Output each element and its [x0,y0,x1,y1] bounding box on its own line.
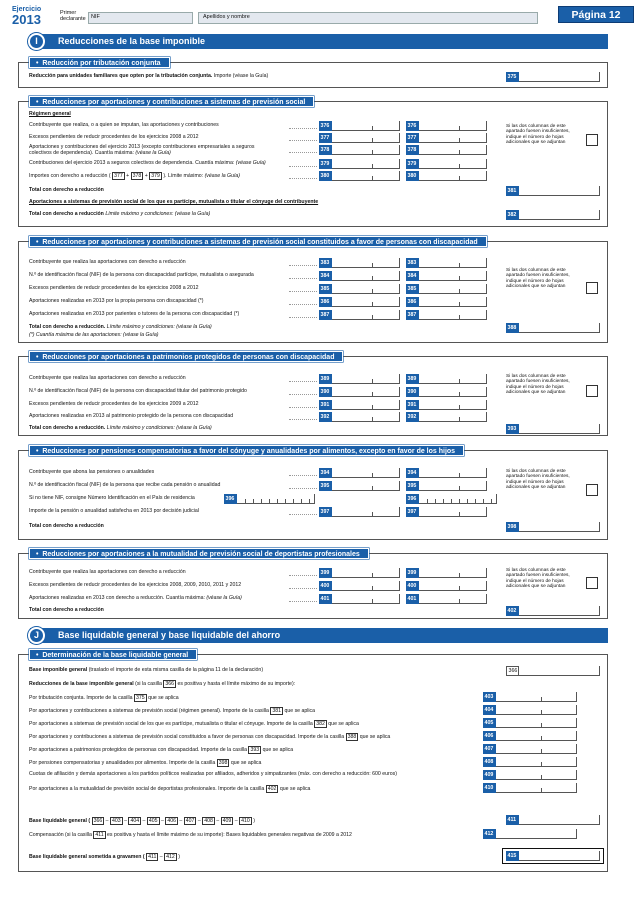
row-407: Por aportaciones a patrimonios protegidos de personas con discapacidad. Importe de la casilla 393 que se aplica [29,747,294,753]
side-note: Si las dos columnas de este apartado fuesen insuficientes, indique el número de hojas adicionales que se adjuntan [506,469,570,491]
field-404[interactable] [496,705,577,715]
box-411: 411 [506,815,519,825]
section-title: • Reducciones por pensiones compensatorias a favor del cónyuge y anualidades por alimentos, excepto en favor de los hijos [29,445,464,456]
section-patrimonios [18,356,608,436]
field-395-col2[interactable] [419,481,487,491]
field-402[interactable] [519,606,600,616]
field-394-col2[interactable] [419,468,487,478]
field-386-col2[interactable] [419,297,487,307]
row-411: Base liquidable general ( 366 – 403 – 404 – 405 – 406 – 407 – 408 – 409 – 410 ) [29,818,255,824]
leader-dots [289,317,317,318]
field-391-col1[interactable] [332,400,400,410]
field-394-col1[interactable] [332,468,400,478]
extra-sheets-box[interactable] [586,134,598,146]
ref-box: 382 [316,721,325,727]
field-379-col1[interactable] [332,159,400,169]
formula-box: 409 [222,818,232,824]
field-375[interactable] [519,72,600,82]
box-389-col2: 389 [406,374,419,384]
leader-dots [289,278,317,279]
row-400: Excesos pendientes de reducir procedentes de los ejercicios 2008, 2009, 2010, 2011 y 2012 [29,582,242,588]
ref-box: 393 [250,747,260,753]
field-411[interactable] [519,815,600,825]
row-384: N.º de identificación fiscal (NIF) de la persona con discapacidad partícipe, mutualista o asegurada [29,272,254,278]
box-380-col2: 380 [406,171,419,181]
field-383-col1[interactable] [332,258,400,268]
extra-sheets-box[interactable] [586,484,598,496]
field-387-col1[interactable] [332,310,400,320]
side-note: Si las dos columnas de este apartado fuesen insuficientes, indique el número de hojas adicionales que se adjuntan [506,568,570,590]
box-383-col2: 383 [406,258,419,268]
field-393[interactable] [519,424,600,434]
section-title: • Determinación de la base liquidable general [29,649,197,660]
field-391-col2[interactable] [419,400,487,410]
box-399-col2: 399 [406,568,419,578]
row-381: Total con derecho a reducción [29,187,104,193]
box-408: 408 [483,757,496,767]
box-398: 398 [506,522,519,532]
primer-declarante-label: Primer declarante [60,10,86,23]
box-382: 382 [506,210,519,220]
box-376-col2: 376 [406,121,419,131]
box-399-col1: 399 [319,568,332,578]
box-397-col2: 397 [406,507,419,517]
field-401-col1[interactable] [332,594,400,604]
section-title: • Reducciones por aportaciones y contribuciones a sistemas de previsión social [29,96,314,107]
box-406: 406 [483,731,496,741]
ref-box: 381 [272,708,282,714]
box-407: 407 [483,744,496,754]
leader-dots [289,178,317,179]
box-389-col1: 389 [319,374,332,384]
nif-field[interactable]: NIF [88,12,193,24]
field-398[interactable] [519,522,600,532]
formula-box: 411 [148,854,157,860]
row-380: Importes con derecho a reducción ( 377 + 378 + 379 ). Límite máximo: (véase la Guía) [29,173,241,179]
row-390: N.º de identificación fiscal (NIF) de la persona con discapacidad titular del patrimonio protegido [29,388,247,394]
leader-dots [289,140,317,141]
section-title: • Reducción por tributación conjunta [29,57,170,68]
row-410: Por aportaciones a la mutualidad de previsión social de deportistas profesionales. Importe de la casilla 402 que se aplica [29,786,311,792]
box-383-col1: 383 [319,258,332,268]
extra-sheets-box[interactable] [586,385,598,397]
field-379-col2[interactable] [419,159,487,169]
section-prevision-social [18,101,608,227]
formula-box: 403 [112,818,121,824]
box-404: 404 [483,705,496,715]
field-383-col2[interactable] [419,258,487,268]
row-415: Base liquidable general sometida a gravamen ( 411 – 412 ) [29,854,180,860]
extra-sheets-box[interactable] [586,577,598,589]
row-402: Total con derecho a reducción [29,607,104,613]
box-379-col1: 379 [319,159,332,169]
row-378a: Aportaciones y contribuciones del ejercicio 2013 (excepto contribuciones empresariales a seguros [29,144,255,150]
ref-box: 402 [267,786,277,792]
formula-box: 412 [166,854,175,860]
row-377: Excesos pendientes de reducir procedentes de los ejercicios 2008 a 2012 [29,134,199,140]
row-396: Si no tiene NIF, consigne Número Identificación en el País de residencia [29,495,195,501]
box-385-col2: 385 [406,284,419,294]
box-392-col1: 392 [319,412,332,422]
box-394-col2: 394 [406,468,419,478]
box-402: 402 [506,606,519,616]
field-396-col2[interactable] [419,494,497,504]
box-376-col1: 376 [319,121,332,131]
field-377-col1[interactable] [332,133,400,143]
row-412: Compensación (si la casilla 411 es positiva y hasta el límite máximo de su importe): Bases liquidables generales negativas de 2009 a 2012 [29,832,352,838]
section-tributacion-conjunta: • Reducción por tributación conjunta Reducción para unidades familiares que opten por la tributación conjunta. Importe (véase la Guía) 375 [18,62,608,88]
box-386-col1: 386 [319,297,332,307]
field-410[interactable] [496,783,577,793]
reducciones-label: Reducciones de la base imponible general (si la casilla 366 es positiva y hasta el límite máximo de su importe): [29,681,296,687]
row-391: Excesos pendientes de reducir procedentes de los ejercicios 2009 a 2012 [29,401,199,407]
box-396-col2: 396 [406,494,419,504]
section-title: • Reducciones por aportaciones a patrimonios protegidos de personas con discapacidad [29,351,343,362]
field-400-col1[interactable] [332,581,400,591]
formula-box: 405 [148,818,158,824]
field-392-col2[interactable] [419,412,487,422]
ejercicio-label: Ejercicio [12,6,42,13]
leader-dots [289,419,317,420]
box-412: 412 [483,829,496,839]
box-403: 403 [483,692,496,702]
field-397-col1[interactable] [332,507,400,517]
row-366: Base imponible general (traslado el importe de esta misma casilla de la página 11 de la declaración) [29,667,264,673]
formula-box: 366 [93,818,103,824]
footnote: (*) Cuantía máxima de las aportaciones: (véase la Guía) [29,332,159,338]
box-388: 388 [506,323,519,333]
box-377-col1: 377 [319,133,332,143]
field-366[interactable] [519,666,600,676]
box-387-col1: 387 [319,310,332,320]
field-376-col1[interactable] [332,121,400,131]
row-398: Total con derecho a reducción [29,523,104,529]
field-406[interactable] [496,731,577,741]
box-391-col2: 391 [406,400,419,410]
field-376-col2[interactable] [419,121,487,131]
field-384-col2[interactable] [419,271,487,281]
field-390-col1[interactable] [332,387,400,397]
page-number: Página 12 [558,6,634,23]
row-404: Por aportaciones y contribuciones a sistemas de previsión social (régimen general). Importe de la casilla 381 que se aplica [29,708,316,714]
row-405: Por aportaciones a sistemas de previsión social de los que es partícipe, mutualista o titular el cónyuge. Importe de la casilla 382 que se aplica [29,721,359,727]
row-399: Contribuyente que realiza las aportaciones con derecho a reducción [29,569,186,575]
formula-box: 406 [167,818,176,824]
row-376: Contribuyente que realiza, o a quien se imputan, las aportaciones y contribuciones [29,122,219,128]
box-401-col2: 401 [406,594,419,604]
box-386-col2: 386 [406,297,419,307]
box-391-col1: 391 [319,400,332,410]
row-388: Total con derecho a reducción. Límite máximo y condiciones: (véase la Guía) [29,324,212,330]
leader-dots [289,407,317,408]
box-397-col1: 397 [319,507,332,517]
leader-dots [289,394,317,395]
leader-dots [289,475,317,476]
box-378-col2: 378 [406,145,419,155]
box-385-col1: 385 [319,284,332,294]
section-deportistas [18,553,608,619]
box-395-col1: 395 [319,481,332,491]
section-title: • Reducciones por aportaciones y contribuciones a sistemas de previsión social constituidos a favor de personas con discapacidad [29,236,487,247]
leader-dots [289,265,317,266]
box-390-col2: 390 [406,387,419,397]
box-379-col2: 379 [406,159,419,169]
leader-dots [289,381,317,382]
leader-dots [289,588,317,589]
field-396-col1[interactable] [237,494,315,504]
leader-dots [289,166,317,167]
field-399-col1[interactable] [332,568,400,578]
field-407[interactable] [496,744,577,754]
field-395-col1[interactable] [332,481,400,491]
box-384-col2: 384 [406,271,419,281]
box-394-col1: 394 [319,468,332,478]
section-i-bar: Reducciones de la base imponible [30,34,608,49]
extra-sheets-box[interactable] [586,282,598,294]
row-394: Contribuyente que abona las pensiones o anualidades [29,469,155,475]
box-392-col2: 392 [406,412,419,422]
field-380-col2[interactable] [419,171,487,181]
section-base-liquidable [18,654,608,872]
leader-dots [289,575,317,576]
row-378b: colectivos de dependencia). Cuantía máxima: (véase la Guía) [29,150,171,156]
box-390-col1: 390 [319,387,332,397]
ref-box: 388 [347,734,357,740]
field-409[interactable] [496,770,577,780]
box-409: 409 [483,770,496,780]
box-395-col2: 395 [406,481,419,491]
row-408: Por pensiones compensatorias y anualidades por alimentos. Importe de la casilla 398 que se aplica [29,760,262,766]
row-393: Total con derecho a reducción. Límite máximo y condiciones: (véase la Guía) [29,425,212,431]
side-note: Si las dos columnas de este apartado fuesen insuficientes, indique el número de hojas adicionales que se adjuntan [506,374,570,396]
field-384-col1[interactable] [332,271,400,281]
leader-dots [289,304,317,305]
field-381[interactable] [519,186,600,196]
leader-dots [289,514,317,515]
field-380-col1[interactable] [332,171,400,181]
field-388[interactable] [519,323,600,333]
row-395: N.º de identificación fiscal (NIF) de la persona que recibe cada pensión o anualidad [29,482,221,488]
box-387-col2: 387 [406,310,419,320]
row-406: Por aportaciones y contribuciones a sistemas de previsión social constituidos a favor de personas con discapacidad. Importe de la casilla 388 que se aplica [29,734,391,740]
field-377-col2[interactable] [419,133,487,143]
field-389-col1[interactable] [332,374,400,384]
side-note: Si las dos columnas de este apartado fuesen insuficientes, indique el número de hojas adicionales que se adjuntan [506,268,570,290]
leader-dots [289,152,317,153]
box-377-col2: 377 [406,133,419,143]
field-387-col2[interactable] [419,310,487,320]
box-400-col1: 400 [319,581,332,591]
ref-box: 398 [218,760,228,766]
subsection-conyuge: Aportaciones a sistemas de previsión social de los que es partícipe, mutualista o titular el cónyuge del contribuyente [29,199,319,205]
formula-box: 410 [241,818,250,824]
box-378-col1: 378 [319,145,332,155]
row-379: Contribuciones del ejercicio 2013 a seguros colectivos de dependencia. Cuantía máxima: (véase Guía) [29,160,266,166]
field-378-col1[interactable] [332,145,400,155]
row-386: Aportaciones realizadas en 2013 por la propia persona con discapacidad (*) [29,298,204,304]
row-403: Por tributación conjunta. Importe de la casilla 375 que se aplica [29,695,179,701]
row-385: Excesos pendientes de reducir procedentes de los ejercicios 2008 a 2012 [29,285,199,291]
field-397-col2[interactable] [419,507,487,517]
row-382: Total con derecho a reducción Límite máximo y condiciones: (véase la Guía) [29,211,211,217]
field-392-col1[interactable] [332,412,400,422]
formula-box: 407 [185,818,195,824]
section-i-letter: I [28,33,45,50]
box-384-col1: 384 [319,271,332,281]
box-380-col1: 380 [319,171,332,181]
section-discapacidad [18,241,608,343]
section-title: • Reducciones por aportaciones a la mutualidad de previsión social de deportistas profesionales [29,548,369,559]
field-382[interactable] [519,210,600,220]
formula-box: 408 [204,818,213,824]
box-415: 415 [506,851,519,861]
row-409: Cuotas de afiliación y demás aportaciones a los partidos políticos realizadas por afiliados, adheridos y simpatizantes (máx. con derecho a reducción: 600 euros) [29,771,397,777]
regimen-general-label: Régimen general [29,111,71,117]
field-403[interactable] [496,692,577,702]
leader-dots [289,488,317,489]
leader-dots [289,291,317,292]
section-pensiones [18,450,608,540]
row-387: Aportaciones realizadas en 2013 por parientes o tutores de la persona con discapacidad (*) [29,311,240,317]
field-400-col2[interactable] [419,581,487,591]
leader-dots [289,601,317,602]
row-392: Aportaciones realizadas en 2013 al patrimonio protegido de la persona con discapacidad [29,413,234,419]
box-400-col2: 400 [406,581,419,591]
leader-dots [289,128,317,129]
field-408[interactable] [496,757,577,767]
year-label: 2013 [12,12,41,27]
box-366: 366 [506,666,519,676]
section-j-bar: Base liquidable general y base liquidable del ahorro [30,628,608,643]
field-415[interactable] [519,851,600,861]
field-389-col2[interactable] [419,374,487,384]
row-389: Contribuyente que realiza las aportaciones con derecho a reducción [29,375,186,381]
field-385-col2[interactable] [419,284,487,294]
box-410: 410 [483,783,496,793]
formula-box: 404 [130,818,140,824]
box-393: 393 [506,424,519,434]
box-375: 375 [506,72,519,82]
side-note: Si las dos columnas de este apartado fuesen insuficientes, indique el número de hojas adicionales que se adjuntan [506,124,570,146]
field-401-col2[interactable] [419,594,487,604]
field-405[interactable] [496,718,577,728]
row-401: Aportaciones realizadas en 2013 con derecho a reducción. Cuantía máxima: (véase la Guía) [29,595,242,601]
box-396-col1: 396 [224,494,237,504]
row-397: Importe de la pensión o anualidad satisfecha en 2013 por decisión judicial [29,508,199,514]
section-j-letter: J [28,627,45,644]
box-381: 381 [506,186,519,196]
row-383: Contribuyente que realiza las aportaciones con derecho a reducción [29,259,186,265]
field-378-col2[interactable] [419,145,487,155]
field-385-col1[interactable] [332,284,400,294]
field-399-col2[interactable] [419,568,487,578]
ref-box: 375 [135,695,145,701]
field-412[interactable] [496,829,577,839]
box-401-col1: 401 [319,594,332,604]
field-390-col2[interactable] [419,387,487,397]
field-386-col1[interactable] [332,297,400,307]
name-field[interactable]: Apellidos y nombre [198,12,538,24]
box-405: 405 [483,718,496,728]
